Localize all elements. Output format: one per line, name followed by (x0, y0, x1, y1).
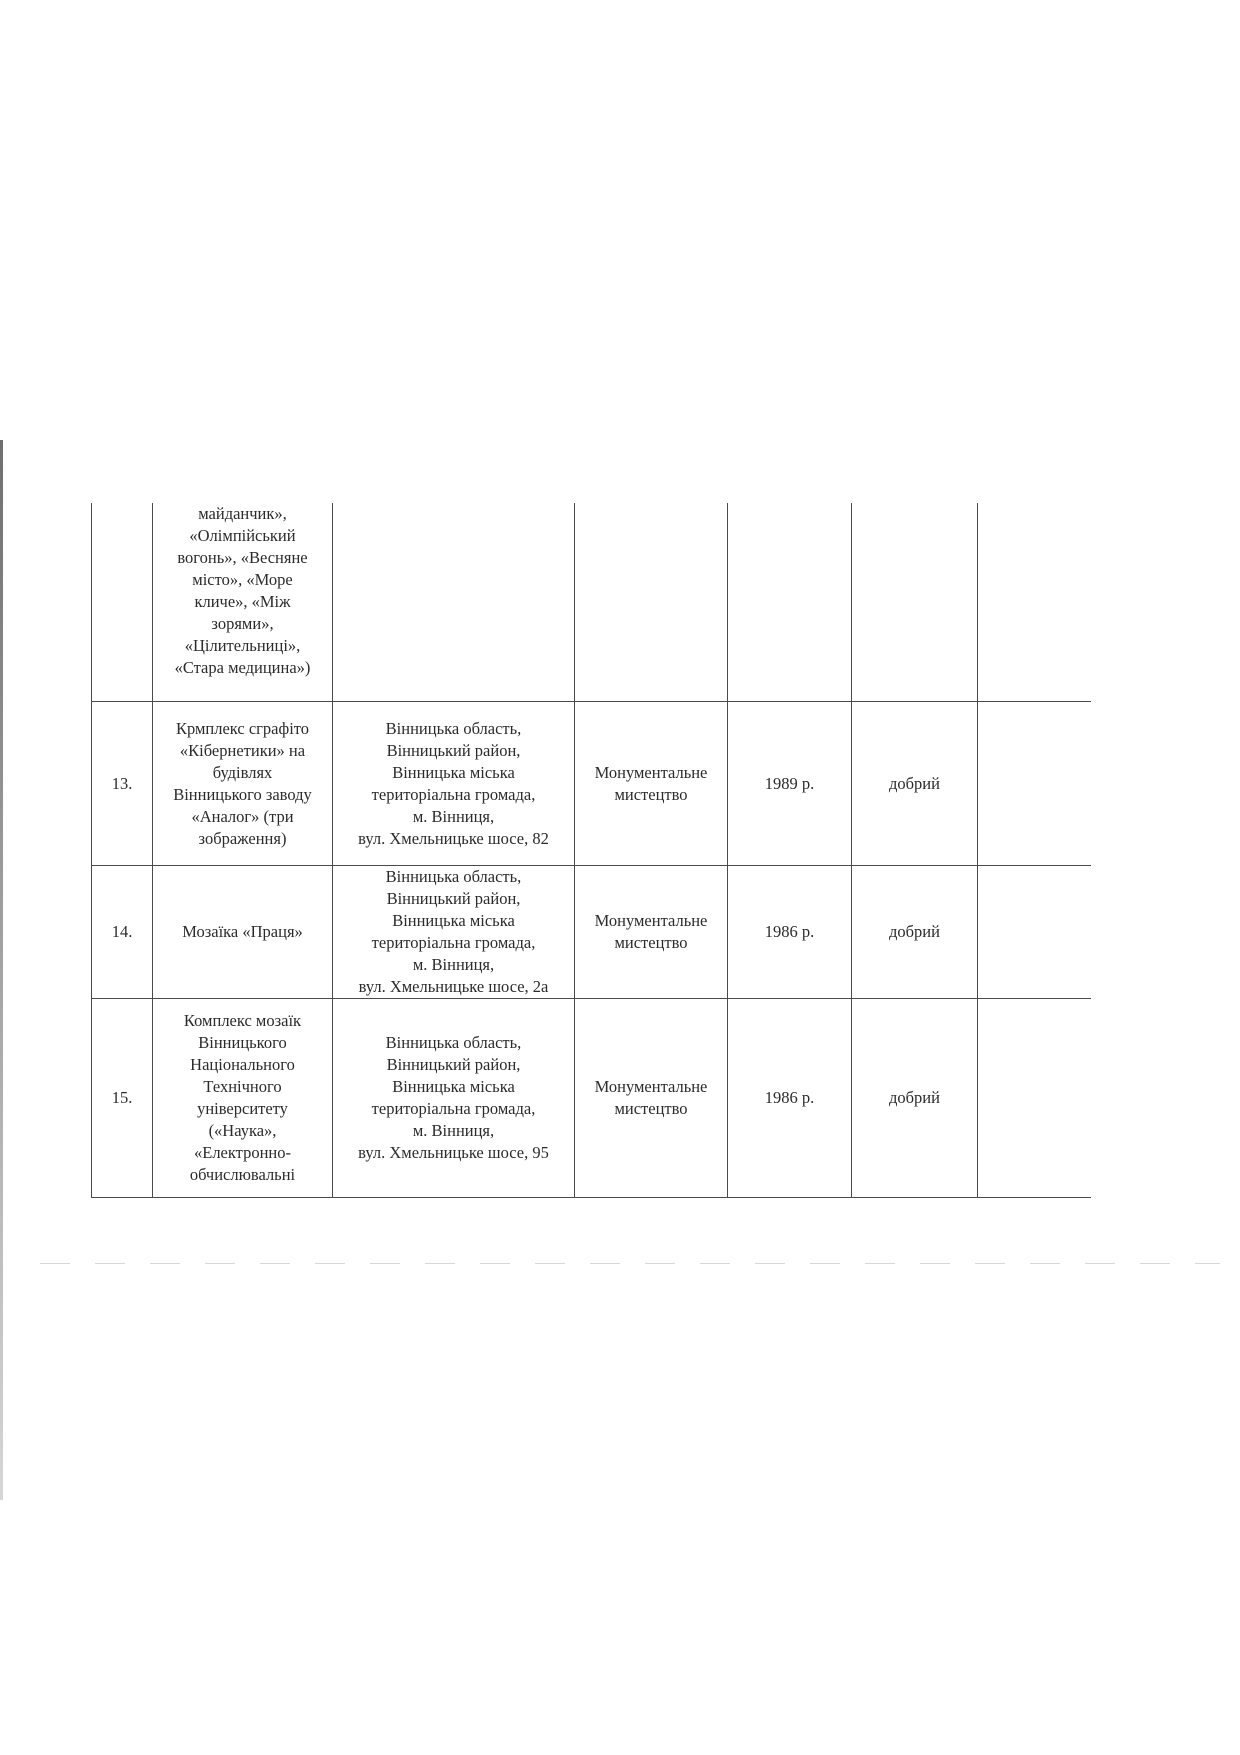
name-line: Крмплекс сграфіто (175, 718, 310, 738)
name-line: зорями», (211, 614, 274, 633)
cell-condition: добрий (852, 999, 978, 1198)
scan-edge-artifact (0, 440, 3, 1500)
cell-condition (852, 503, 978, 702)
address-line: територіальна громада, (371, 784, 536, 804)
cell-year: 1989 р. (728, 702, 852, 866)
address-line: м. Вінниця, (412, 955, 495, 974)
monuments-registry-table (91, 503, 1091, 1198)
type-line: Монументальне (594, 911, 708, 930)
address-line: Вінницька область, (385, 867, 522, 886)
cell-note (978, 999, 1091, 1198)
name-line: університету (197, 1099, 288, 1118)
table-row (92, 999, 1091, 1198)
address-line: Вінницький район, (386, 740, 521, 760)
name-line: майданчик», (198, 504, 287, 523)
cell-year: 1986 р. (728, 866, 852, 999)
type-line: мистецтво (614, 784, 688, 804)
name-line: «Олімпійський (189, 526, 296, 545)
name-line: зображення) (198, 828, 287, 848)
name-line: Комплекс мозаїк (183, 1011, 302, 1030)
address-line: м. Вінниця, (412, 1121, 495, 1140)
cell-name (153, 866, 333, 999)
cell-address (333, 999, 575, 1198)
cell-type (575, 866, 728, 999)
cell-type (575, 999, 728, 1198)
scan-line-artifact (40, 1263, 1220, 1264)
address-line: м. Вінниця, (412, 806, 495, 826)
cell-note (978, 702, 1091, 866)
cell-name (153, 503, 333, 702)
name-line: Технічного (203, 1077, 282, 1096)
cell-condition: добрий (852, 702, 978, 866)
cell-address (333, 503, 575, 702)
name-line: «Аналог» (три (191, 806, 294, 826)
address-line: Вінницький район, (386, 1055, 521, 1074)
cell-year: 1986 р. (728, 999, 852, 1198)
name-line: кличе», «Між (194, 592, 291, 611)
cell-address (333, 866, 575, 999)
name-line: Вінницького (198, 1033, 287, 1052)
address-line: Вінницька міська (392, 1077, 515, 1096)
table-row (92, 702, 1091, 866)
cell-number: 14. (92, 866, 153, 999)
address-line: Вінницька область, (385, 1033, 522, 1052)
type-line: Монументальне (594, 1077, 708, 1096)
name-line: обчислювальні (189, 1165, 296, 1184)
name-line: «Електронно- (193, 1143, 291, 1162)
table-row (92, 866, 1091, 999)
address-line: вул. Хмельницьке шосе, 2а (358, 977, 549, 996)
address-line: Вінницька міська (392, 911, 515, 930)
name-line: будівлях (212, 762, 273, 782)
address-line: Вінницька область, (385, 718, 522, 738)
name-line: («Наука», (208, 1121, 277, 1140)
cell-type (575, 503, 728, 702)
cell-name (153, 999, 333, 1198)
name-line: Вінницького заводу (173, 784, 312, 804)
cell-condition: добрий (852, 866, 978, 999)
cell-year (728, 503, 852, 702)
address-line: територіальна громада, (371, 1099, 536, 1118)
type-line: мистецтво (614, 933, 688, 952)
cell-name (153, 702, 333, 866)
name-line: «Кібернетики» на (179, 740, 306, 760)
cell-number (92, 503, 153, 702)
cell-note (978, 503, 1091, 702)
name-line: вогонь», «Весняне (177, 548, 308, 567)
cell-number: 13. (92, 702, 153, 866)
type-line: Монументальне (594, 762, 708, 782)
address-line: територіальна громада, (371, 933, 536, 952)
address-line: вул. Хмельницьке шосе, 95 (358, 1143, 549, 1162)
address-line: Вінницький район, (386, 889, 521, 908)
name-line: Національного (190, 1055, 295, 1074)
type-line: мистецтво (614, 1099, 688, 1118)
address-line: Вінницька міська (392, 762, 515, 782)
name-line: «Стара медицина») (174, 658, 311, 677)
cell-address (333, 702, 575, 866)
table-row-continuation (92, 503, 1091, 702)
cell-note (978, 866, 1091, 999)
name-line: місто», «Море (192, 570, 293, 589)
cell-type (575, 702, 728, 866)
cell-number: 15. (92, 999, 153, 1198)
name-line: «Цілительниці», (184, 636, 301, 655)
address-line: вул. Хмельницьке шосе, 82 (358, 828, 549, 848)
name-line: Мозаїка «Праця» (182, 922, 303, 941)
